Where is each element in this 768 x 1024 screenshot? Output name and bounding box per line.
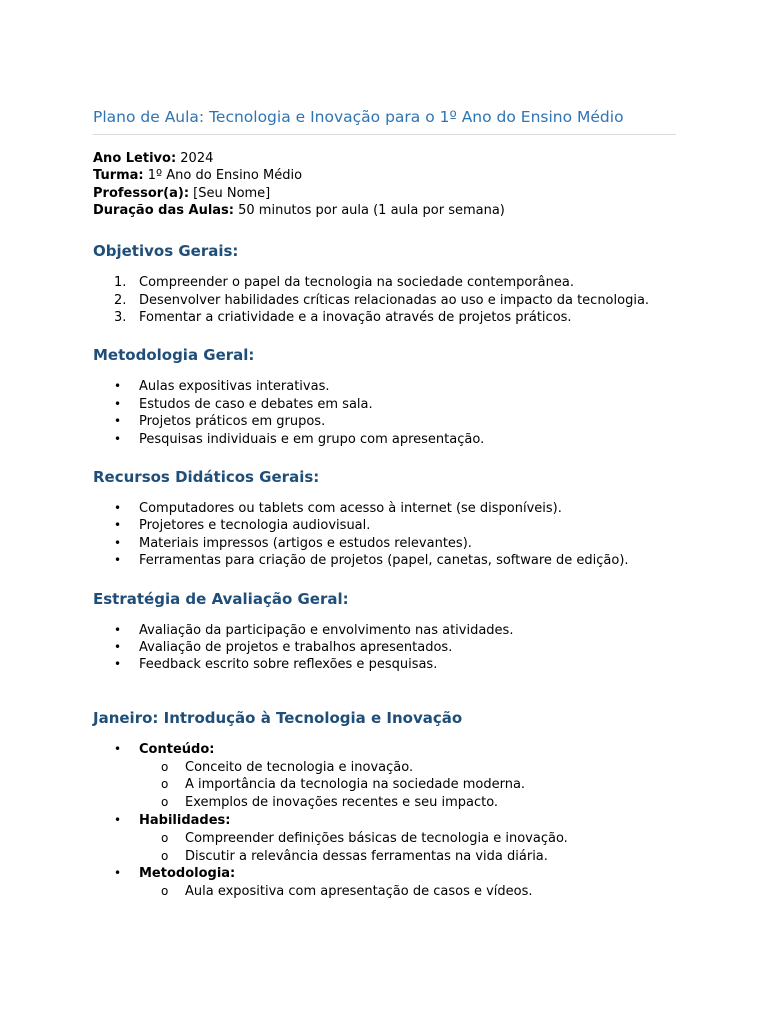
janeiro-list	[93, 741, 676, 901]
section-heading-metodologia: Metodologia Geral:	[93, 346, 255, 365]
sub-list-item: o Discutir a relevância dessas ferramentas na vida diária.	[161, 848, 548, 864]
lesson-metadata	[93, 150, 676, 219]
list-item: • Ferramentas para criação de projetos (papel, canetas, software de edição).	[114, 553, 629, 569]
list-item: • Aulas expositivas interativas.	[114, 379, 330, 395]
meta-duracao: Duração das Aulas: 50 minutos por aula (1 aula por semana)	[93, 202, 505, 218]
sub-list-item: o Compreender definições básicas de tecnologia e inovação.	[161, 830, 568, 846]
meta-ano-letivo: Ano Letivo: 2024	[93, 151, 214, 166]
sub-bullet-icon: o	[161, 759, 169, 774]
month-heading-janeiro: Janeiro: Introdução à Tecnologia e Inovação	[93, 708, 463, 727]
meta-turma: Turma: 1º Ano do Ensino Médio	[93, 168, 303, 184]
bullet-icon: •	[114, 553, 122, 568]
list-item: 2. Desenvolver habilidades críticas relacionadas ao uso e impacto da tecnologia.	[114, 292, 650, 308]
list-item: • Avaliação de projetos e trabalhos apresentados.	[114, 640, 453, 656]
bullet-icon: •	[114, 396, 122, 411]
sub-bullet-icon: o	[161, 795, 169, 810]
sub-list-item: o Conceito de tecnologia e inovação.	[161, 759, 414, 775]
list-item: • Projetos práticos em grupos.	[114, 414, 326, 430]
sub-list-item: o Exemplos de inovações recentes e seu impacto.	[161, 795, 499, 811]
bullet-icon: •	[114, 379, 122, 394]
bullet-icon: •	[114, 866, 122, 881]
section-heading-objetivos: Objetivos Gerais:	[93, 242, 239, 261]
list-item: 1. Compreender o papel da tecnologia na sociedade contemporânea.	[114, 275, 574, 291]
list-item: • Feedback escrito sobre reflexões e pesquisas.	[114, 657, 438, 673]
bullet-icon: •	[114, 813, 122, 828]
list-item-metodologia: • Metodologia:	[114, 866, 236, 882]
list-item-conteudo: • Conteúdo:	[114, 741, 215, 757]
list-item: • Avaliação da participação e envolvimento nas atividades.	[114, 622, 514, 638]
list-item: • Computadores ou tablets com acesso à internet (se disponíveis).	[114, 501, 562, 517]
bullet-icon: •	[114, 501, 122, 516]
bullet-icon: •	[114, 657, 122, 672]
bullet-icon: •	[114, 431, 122, 446]
document-content	[93, 107, 676, 901]
sub-list-item: o A importância da tecnologia na sociedade moderna.	[161, 777, 526, 793]
section-heading-recursos: Recursos Didáticos Gerais:	[93, 468, 320, 487]
sub-bullet-icon: o	[161, 777, 169, 792]
document-title: Plano de Aula: Tecnologia e Inovação para o 1º Ano do Ensino Médio	[93, 107, 676, 135]
bullet-icon: •	[114, 741, 122, 756]
sub-list-item: o Aula expositiva com apresentação de casos e vídeos.	[161, 884, 533, 900]
meta-professor: Professor(a): [Seu Nome]	[93, 185, 271, 201]
metodologia-list	[93, 378, 676, 448]
bullet-icon: •	[114, 535, 122, 550]
sub-bullet-icon: o	[161, 830, 169, 845]
sub-bullet-icon: o	[161, 884, 169, 899]
bullet-icon: •	[114, 518, 122, 533]
list-item: • Projetores e tecnologia audiovisual.	[114, 518, 371, 534]
list-item: • Pesquisas individuais e em grupo com apresentação.	[114, 431, 485, 447]
bullet-icon: •	[114, 622, 122, 637]
bullet-icon: •	[114, 414, 122, 429]
section-heading-avaliacao: Estratégia de Avaliação Geral:	[93, 589, 349, 608]
objetivos-list	[93, 274, 676, 326]
list-item: 3. Fomentar a criatividade e a inovação através de projetos práticos.	[114, 310, 572, 325]
bullet-icon: •	[114, 640, 122, 655]
list-item-habilidades: • Habilidades:	[114, 813, 231, 829]
list-item: • Materiais impressos (artigos e estudos relevantes).	[114, 535, 472, 551]
avaliacao-list	[93, 622, 676, 674]
recursos-list	[93, 500, 676, 570]
sub-bullet-icon: o	[161, 848, 169, 863]
list-item: • Estudos de caso e debates em sala.	[114, 396, 373, 412]
